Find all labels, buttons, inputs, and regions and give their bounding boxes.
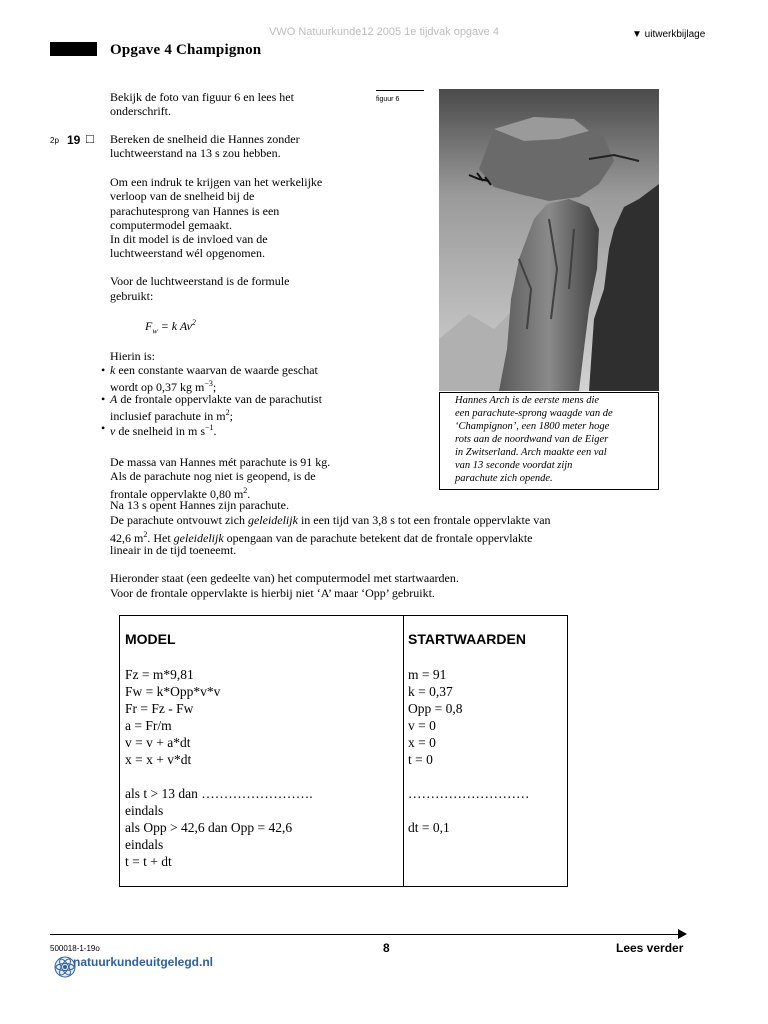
text-segment: . Het bbox=[147, 531, 174, 545]
text-segment: in een tijd van 3,8 s tot een frontale oppervlakte van bbox=[297, 513, 551, 527]
paragraph-line: Voor de luchtweerstand is de formule bbox=[110, 274, 290, 288]
model-line: eindals bbox=[125, 803, 164, 818]
bullet-dot: • bbox=[101, 421, 106, 435]
text-segment: De parachute ontvouwt zich bbox=[110, 513, 248, 527]
bullet-end: ; bbox=[212, 380, 217, 394]
text-segment: frontale oppervlakte 0,80 m bbox=[110, 487, 244, 501]
startwaarde-line: v = 0 bbox=[408, 718, 436, 733]
figure-caption bbox=[439, 392, 659, 490]
question-text: luchtweerstand na 13 s zou hebben. bbox=[110, 146, 281, 160]
paragraph-line: Voor de frontale oppervlakte is hierbij niet ‘A’ maar ‘Opp’ gebruikt. bbox=[110, 586, 435, 600]
formula-symbol: F bbox=[145, 319, 153, 333]
figure-label-rule bbox=[376, 90, 424, 91]
unit-exponent: 2 bbox=[225, 408, 230, 417]
page-number: 8 bbox=[383, 941, 390, 955]
startwaarde-line: x = 0 bbox=[408, 735, 436, 750]
footer-rule bbox=[50, 934, 680, 935]
unit-exponent: −3 bbox=[204, 379, 213, 388]
bullet-text: een constante waarvan de waarde geschat bbox=[115, 363, 318, 377]
caption-line: rots aan de noordwand van de Eiger bbox=[455, 434, 609, 445]
model-line: Fz = m*9,81 bbox=[125, 667, 194, 682]
model-line: eindals bbox=[125, 837, 164, 852]
answer-checkbox[interactable]: □ bbox=[86, 131, 94, 146]
bullet-text: wordt op 0,37 kg m bbox=[110, 380, 205, 394]
model-line: x = x + v*dt bbox=[125, 752, 192, 767]
model-line: als t > 13 dan ……………………. bbox=[125, 786, 313, 801]
formula-exponent: 2 bbox=[191, 318, 196, 327]
paragraph-line: Als de parachute nog niet is geopend, is de bbox=[110, 469, 316, 483]
paragraph-line: gebruikt: bbox=[110, 289, 154, 303]
text-segment: 42,6 m bbox=[110, 531, 144, 545]
bullet-line bbox=[110, 392, 322, 407]
paragraph-line bbox=[110, 513, 551, 528]
figure-label: figuur 6 bbox=[376, 96, 400, 103]
model-line: als Opp > 42,6 dan Opp = 42,6 bbox=[125, 820, 293, 835]
caption-line: van 13 seconde voordat zijn bbox=[455, 460, 573, 471]
startwaarde-line: Opp = 0,8 bbox=[408, 701, 463, 716]
paragraph-line: Om een indruk te krijgen van het werkelijke bbox=[110, 175, 323, 189]
air-resistance-formula bbox=[145, 318, 196, 335]
formula-rhs: = k Av bbox=[157, 319, 192, 333]
lees-verder-label: Lees verder bbox=[616, 941, 684, 955]
paragraph-line: Na 13 s opent Hannes zijn parachute. bbox=[110, 498, 289, 512]
startwaarde-line: dt = 0,1 bbox=[408, 820, 450, 835]
question-text: Bereken de snelheid die Hannes zonder bbox=[110, 132, 300, 146]
startwaarde-line: m = 91 bbox=[408, 667, 447, 682]
champignon-rock-photo bbox=[439, 89, 659, 391]
caption-line: parachute zich opende. bbox=[455, 473, 553, 484]
unit-exponent: 2 bbox=[243, 486, 248, 495]
model-line: v = v + a*dt bbox=[125, 735, 191, 750]
question-number: 19 bbox=[67, 133, 81, 147]
unit-exponent: −1 bbox=[204, 423, 214, 432]
caption-line: ‘Champignon’, een 1800 meter hoge bbox=[455, 421, 610, 432]
bullet-dot: • bbox=[101, 363, 106, 377]
bullet-line bbox=[110, 363, 318, 378]
startwaarde-line: k = 0,37 bbox=[408, 684, 453, 699]
bullet-end: ; bbox=[229, 409, 233, 423]
computer-model-table bbox=[119, 615, 568, 887]
emphasis: geleidelijk bbox=[173, 531, 224, 545]
paragraph-line: Hierin is: bbox=[110, 349, 155, 363]
unit-exponent: 2 bbox=[143, 530, 148, 539]
caption-line: in Zwitserland. Arch maakte een val bbox=[455, 447, 607, 458]
appendix-label: ▼ uitwerkbijlage bbox=[632, 29, 706, 40]
model-line: Fw = k*Opp*v*v bbox=[125, 684, 221, 699]
paragraph-line: Hieronder staat (een gedeelte van) het computermodel met startwaarden. bbox=[110, 571, 459, 585]
startwaarden-heading: STARTWAARDEN bbox=[408, 631, 526, 647]
formula-subscript: w bbox=[152, 326, 158, 336]
question-points: 2p bbox=[50, 136, 59, 145]
site-logo-text[interactable]: natuurkundeuitgelegd.nl bbox=[73, 955, 213, 969]
page-title: Opgave 4 Champignon bbox=[110, 42, 262, 58]
bullet-text: de frontale oppervlakte van de parachutist bbox=[117, 392, 322, 406]
bullet-end: . bbox=[213, 424, 217, 438]
text-segment: opengaan van de parachute betekent dat de frontale oppervlakte bbox=[223, 531, 533, 545]
bullet-text: inclusief parachute in m bbox=[110, 409, 226, 423]
model-line: t = t + dt bbox=[125, 854, 172, 869]
intro-line: Bekijk de foto van figuur 6 en lees het bbox=[110, 90, 294, 104]
startwaarde-blank[interactable]: ……………………… bbox=[408, 786, 530, 801]
paragraph-line: In dit model is de invloed van de bbox=[110, 232, 268, 246]
caption-line: Hannes Arch is de eerste mens die bbox=[455, 395, 600, 406]
text-segment: . bbox=[247, 487, 251, 501]
symbol-a: A bbox=[110, 392, 118, 406]
paragraph-line: luchtweerstand wél opgenomen. bbox=[110, 246, 265, 260]
paragraph-line: verloop van de snelheid bij de bbox=[110, 189, 255, 203]
bullet-text: de snelheid in m s bbox=[115, 424, 205, 438]
bullet-line bbox=[110, 421, 217, 439]
title-marker-bar bbox=[50, 42, 97, 56]
document-code: 500018-1-19o bbox=[50, 944, 100, 953]
emphasis: geleidelijk bbox=[247, 513, 298, 527]
next-page-arrow-icon bbox=[678, 929, 687, 939]
model-heading: MODEL bbox=[125, 631, 176, 647]
caption-line: een parachute-sprong waagde van de bbox=[455, 408, 613, 419]
symbol-k: k bbox=[110, 363, 116, 377]
paragraph-line: lineair in de tijd toeneemt. bbox=[110, 543, 237, 557]
paragraph-line: computermodel gemaakt. bbox=[110, 218, 232, 232]
exam-reference: VWO Natuurkunde12 2005 1e tijdvak opgave 4 bbox=[269, 26, 499, 38]
model-line: a = Fr/m bbox=[125, 718, 172, 733]
bullet-dot: • bbox=[101, 392, 106, 406]
paragraph-line: De massa van Hannes mét parachute is 91 kg. bbox=[110, 455, 331, 469]
intro-line: onderschrift. bbox=[110, 104, 171, 118]
model-line: Fr = Fz - Fw bbox=[125, 701, 194, 716]
paragraph-line: parachutesprong van Hannes is een bbox=[110, 204, 280, 218]
startwaarde-line: t = 0 bbox=[408, 752, 433, 767]
column-divider bbox=[403, 616, 404, 886]
symbol-v: v bbox=[110, 424, 116, 438]
